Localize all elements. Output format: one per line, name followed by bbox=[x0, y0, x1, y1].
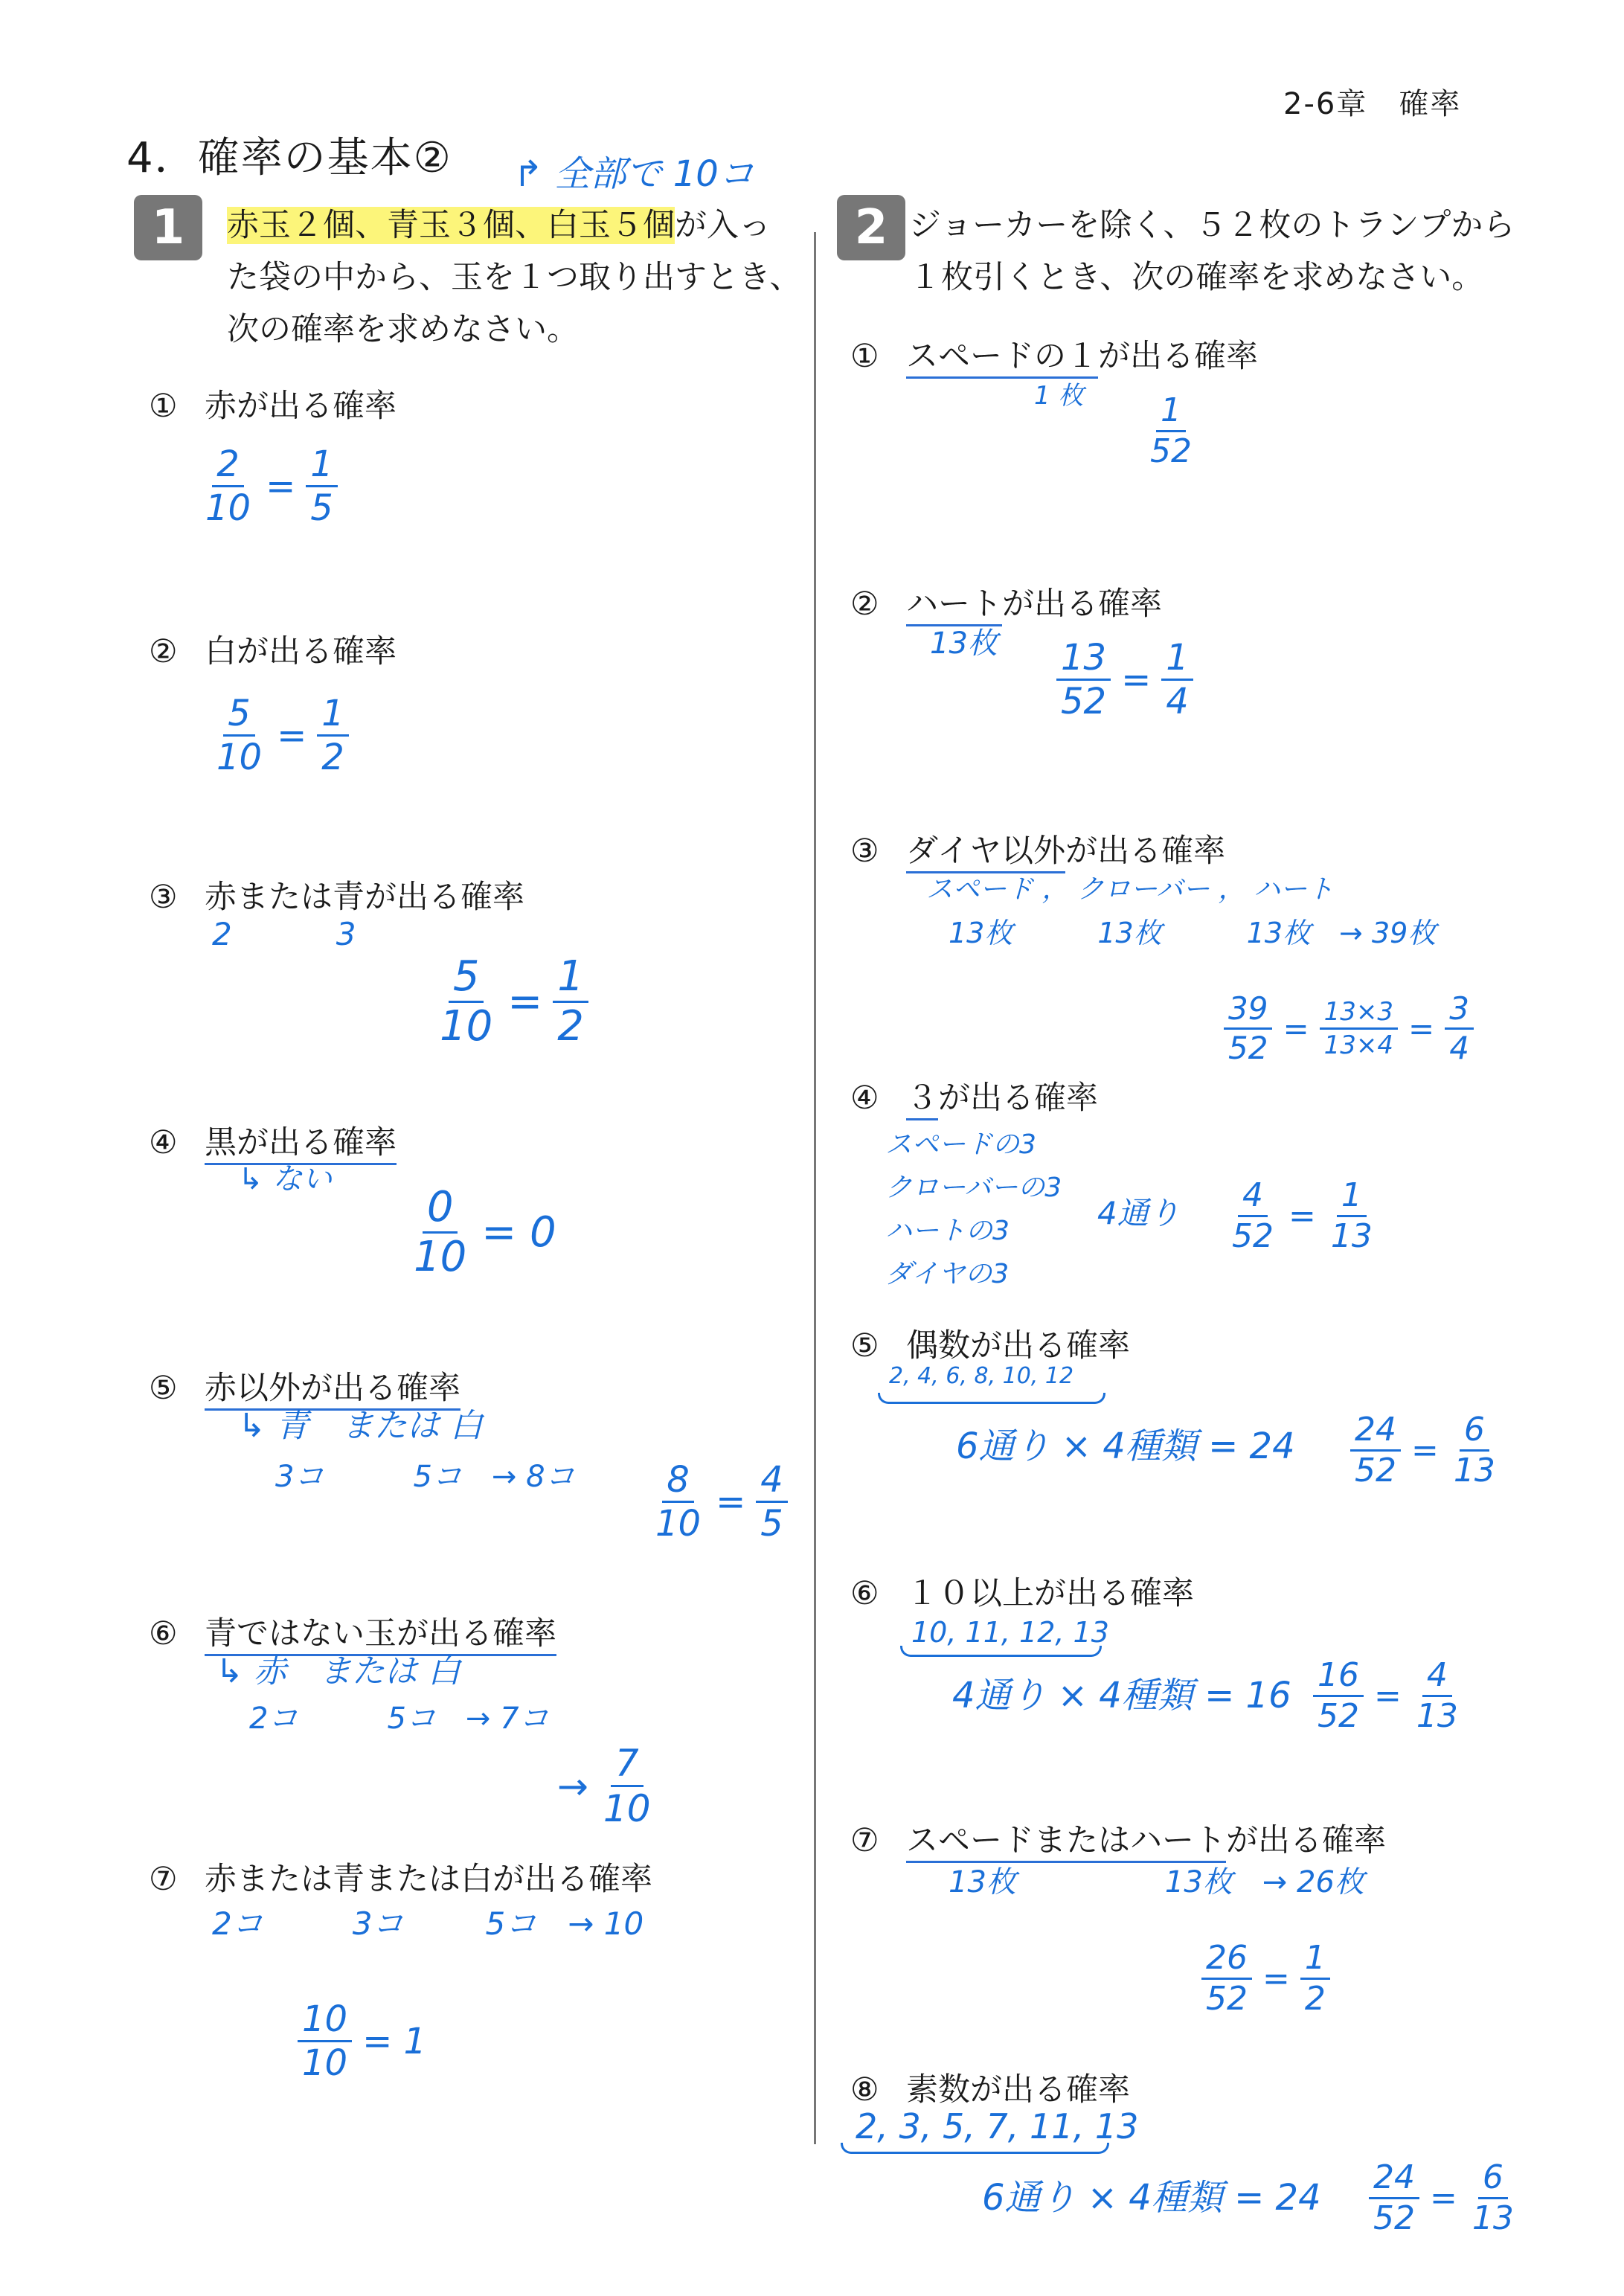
p2-q6-calc: 4通り × 4種類 = 16 bbox=[952, 1675, 1291, 1716]
p1-question-6: ⑥ 青ではない玉が出る確率 bbox=[149, 1609, 556, 1654]
p2-question-2: ② ハートが出る確率 bbox=[850, 579, 1162, 624]
p2-question-1: ① スペードの１が出る確率 bbox=[850, 331, 1258, 376]
column-divider bbox=[814, 232, 816, 2144]
p2-question-8: ⑧ 素数が出る確率 bbox=[850, 2071, 1130, 2109]
p1-q3-work: $\frac{5}{10}$ = $\frac{1}{2}$ bbox=[435, 956, 588, 1048]
p1-text1: が入っ bbox=[675, 207, 771, 244]
p1-q5-note: ↳ 青 または 白 bbox=[238, 1407, 483, 1445]
p1-q4-work: $\frac{0}{10}$ = 0 bbox=[414, 1183, 556, 1281]
p1-q5-work: $\frac{8}{10}$ = $\frac{4}{5}$ bbox=[651, 1462, 788, 1542]
p1-q2-work: $\frac{5}{10}$ = $\frac{1}{2}$ bbox=[212, 696, 349, 775]
p2-q1-note: 1 枚 bbox=[1034, 381, 1084, 411]
p2-q6-brace bbox=[900, 1646, 1102, 1657]
chapter-label: 2-6章 確率 bbox=[1283, 87, 1462, 121]
p2-q8-calc: 6通り × 4種類 = 24 bbox=[982, 2177, 1321, 2219]
p2-q2-work: $\frac{13}{52}$ = $\frac{1}{4}$ bbox=[1056, 640, 1193, 719]
p2-question-3: ③ ダイヤ以外が出る確率 bbox=[850, 826, 1225, 871]
p1-q7-counts: 2コ 3コ 5コ → 10 bbox=[212, 1905, 644, 1942]
p2-q1-work: $\frac{1}{52}$ bbox=[1150, 391, 1192, 470]
p1-q4-note: ↳ ない bbox=[238, 1162, 333, 1196]
p2-text2: １枚引くとき、次の確率を求めなさい。 bbox=[909, 259, 1484, 296]
p2-q5-work: $\frac{24}{52}$ = $\frac{6}{13}$ bbox=[1350, 1414, 1500, 1487]
p2-q3-suits: スペード ， クローバー ， ハート bbox=[926, 874, 1334, 905]
p2-question-7: ⑦ スペードまたはハートが出る確率 bbox=[850, 1815, 1386, 1861]
p1-q6-note: ↳ 赤 または 白 bbox=[216, 1652, 460, 1690]
p1-highlight: 赤玉２個、青玉３個、白玉５個 bbox=[227, 207, 675, 244]
problem-2-statement bbox=[909, 199, 1515, 304]
p1-q6-work: → $\frac{7}{10}$ bbox=[557, 1742, 651, 1830]
p1-total-note: ↱ 全部で 10コ bbox=[513, 153, 754, 195]
p1-question-2: ② 白が出る確率 bbox=[149, 633, 397, 670]
p1-q3-counts: 2 3 bbox=[212, 916, 356, 952]
p2-q4-list: スペードの3 クローバーの3 ハートの3 ダイヤの3 bbox=[885, 1129, 1062, 1289]
problem-2-badge: 2 bbox=[837, 195, 905, 260]
page-title: 4．確率の基本② bbox=[126, 134, 452, 182]
p2-question-6: ⑥ １０以上が出る確率 bbox=[850, 1575, 1194, 1612]
p1-q7-work: $\frac{10}{10}$ = 1 bbox=[298, 2001, 437, 2081]
p2-q8-brace bbox=[841, 2143, 1109, 2154]
p2-q3-counts: 13枚 13枚 13枚 → 39枚 bbox=[949, 917, 1437, 949]
problem-1-badge: 1 bbox=[134, 195, 202, 260]
p1-question-1: ① 赤が出る確率 bbox=[149, 388, 397, 425]
p2-q5-calc: 6通り × 4種類 = 24 bbox=[956, 1426, 1295, 1467]
p1-question-4: ④ 黒が出る確率 bbox=[149, 1117, 397, 1163]
p2-q4-ways: 4通り bbox=[1097, 1195, 1180, 1231]
p1-question-5: ⑤ 赤以外が出る確率 bbox=[149, 1363, 460, 1408]
p1-text2: た袋の中から、玉を１つ取り出すとき、 bbox=[227, 259, 802, 296]
p2-q2-note: 13枚 bbox=[930, 626, 998, 661]
p1-q1-work: $\frac{2}{10}$ = $\frac{1}{5}$ bbox=[201, 446, 338, 526]
p2-q5-list: 2, 4, 6, 8, 10, 12 bbox=[889, 1363, 1074, 1389]
p1-question-3: ③ 赤または青が出る確率 bbox=[149, 879, 524, 916]
p1-text3: 次の確率を求めなさい。 bbox=[227, 311, 579, 348]
p2-q6-list: 10, 11, 12, 13 bbox=[911, 1616, 1109, 1649]
p2-text1: ジョーカーを除く、５２枚のトランプから bbox=[909, 207, 1515, 244]
p2-q3-work: $\frac{39}{52}$ = $\frac{13\times 3}{13\times 4}$ = $\frac{3}{4}$ bbox=[1224, 993, 1474, 1064]
p2-q4-work: $\frac{4}{52}$ = $\frac{1}{13}$ bbox=[1232, 1176, 1373, 1255]
p2-q8-work: $\frac{24}{52}$ = $\frac{6}{13}$ bbox=[1369, 2161, 1518, 2235]
p1-q5-counts: 3コ 5コ → 8コ bbox=[275, 1460, 575, 1494]
p2-q8-list: 2, 3, 5, 7, 11, 13 bbox=[856, 2106, 1139, 2146]
p1-question-7: ⑦ 赤または青または白が出る確率 bbox=[149, 1861, 652, 1898]
p2-q7-work: $\frac{26}{52}$ = $\frac{1}{2}$ bbox=[1201, 1942, 1330, 2016]
problem-1-statement bbox=[227, 199, 801, 356]
p2-q5-brace bbox=[878, 1393, 1105, 1404]
p2-q6-work: $\frac{16}{52}$ = $\frac{4}{13}$ bbox=[1313, 1659, 1463, 1733]
p2-question-5: ⑤ 偶数が出る確率 bbox=[850, 1327, 1130, 1365]
p1-q6-counts: 2コ 5コ → 7コ bbox=[249, 1702, 549, 1736]
p2-q7-counts: 13枚 13枚 → 26枚 bbox=[949, 1865, 1364, 1899]
p2-question-4: ④ ３が出る確率 bbox=[850, 1073, 1098, 1118]
